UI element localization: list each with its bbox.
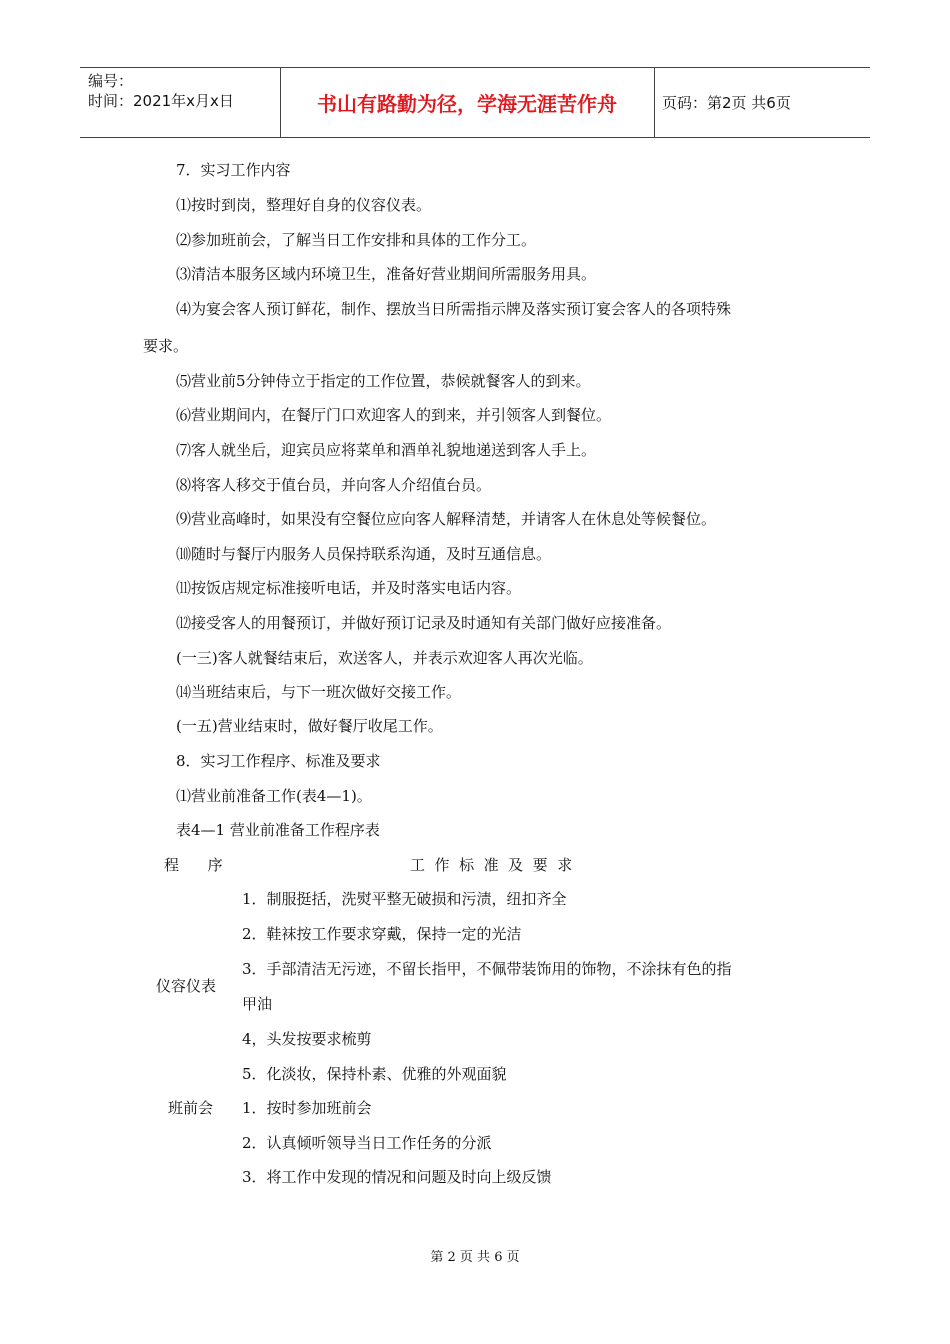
- header-meta: [88, 71, 234, 111]
- time-label: 时间：2021年x月x日: [88, 92, 234, 110]
- table-group-label: 仪容仪表: [156, 977, 217, 995]
- list-item: (一五)营业结束时，做好餐厅收尾工作。: [176, 717, 443, 735]
- list-item: ⑸营业前5分钟侍立于指定的工作位置，恭候就餐客人的到来。: [176, 372, 591, 390]
- header-page-info: 页码：第2页 共6页: [662, 94, 791, 112]
- list-item: ⒁当班结束后，与下一班次做好交接工作。: [176, 683, 462, 701]
- table-row: 3．手部清洁无污迹，不留长指甲，不佩带装饰用的饰物，不涂抹有色的指: [242, 960, 732, 978]
- list-item: ⑶清洁本服务区域内环境卫生，准备好营业期间所需服务用具。: [176, 265, 597, 283]
- list-item: ⑻将客人移交于值台员，并向客人介绍值台员。: [176, 476, 492, 494]
- page-header: [80, 67, 870, 138]
- table-group-label: 班前会: [168, 1099, 214, 1117]
- header-divider: [654, 68, 655, 137]
- table-row: 2．鞋袜按工作要求穿戴，保持一定的光洁: [242, 925, 522, 943]
- table-row: 1．按时参加班前会: [242, 1099, 372, 1117]
- page-footer: 第 2 页 共 6 页: [430, 1250, 520, 1265]
- table-row-continued: 甲油: [242, 995, 273, 1013]
- list-item: ⑾按饭店规定标准接听电话，并及时落实电话内容。: [176, 579, 522, 597]
- list-item: ⑿接受客人的用餐预订，并做好预订记录及时通知有关部门做好应接准备。: [176, 614, 672, 632]
- list-item: ⑵参加班前会，了解当日工作安排和具体的工作分工。: [176, 231, 537, 249]
- section-8-title: 8．实习工作程序、标准及要求: [176, 752, 381, 770]
- table-caption: 表4—1 营业前准备工作程序表: [176, 821, 380, 839]
- section-7-title: 7．实习工作内容: [176, 161, 291, 179]
- subsection-title: ⑴营业前准备工作(表4—1)。: [176, 787, 372, 805]
- list-item: ⑽随时与餐厅内服务人员保持联系沟通，及时互通信息。: [176, 545, 552, 563]
- list-item: ⑼营业高峰时，如果没有空餐位应向客人解释清楚，并请客人在休息处等候餐位。: [176, 510, 717, 528]
- table-row: 2．认真倾听领导当日工作任务的分派: [242, 1134, 492, 1152]
- table-row: 4，头发按要求梳剪: [242, 1030, 372, 1048]
- list-item-continued: 要求。: [143, 337, 189, 355]
- list-item: ⑺客人就坐后，迎宾员应将菜单和酒单礼貌地递送到客人手上。: [176, 441, 597, 459]
- table-row: 5．化淡妆，保持朴素、优雅的外观面貌: [242, 1065, 507, 1083]
- list-item: ⑹营业期间内，在餐厅门口欢迎客人的到来，并引领客人到餐位。: [176, 406, 612, 424]
- list-item: ⑷为宴会客人预订鲜花，制作、摆放当日所需指示牌及落实预订宴会客人的各项特殊: [176, 300, 732, 318]
- table-header-procedure: 程 序: [164, 856, 223, 874]
- header-motto: 书山有路勤为径，学海无涯苦作舟: [317, 92, 617, 116]
- number-label: 编号：: [88, 72, 134, 90]
- list-item: (一三)客人就餐结束后，欢送客人，并表示欢迎客人再次光临。: [176, 649, 593, 667]
- table-row: 3．将工作中发现的情况和问题及时向上级反馈: [242, 1168, 552, 1186]
- table-row: 1．制服挺括，洗熨平整无破损和污渍，纽扣齐全: [242, 890, 567, 908]
- list-item: ⑴按时到岗，整理好自身的仪容仪表。: [176, 196, 432, 214]
- table-header-standards: 工 作 标 准 及 要 求: [410, 856, 573, 874]
